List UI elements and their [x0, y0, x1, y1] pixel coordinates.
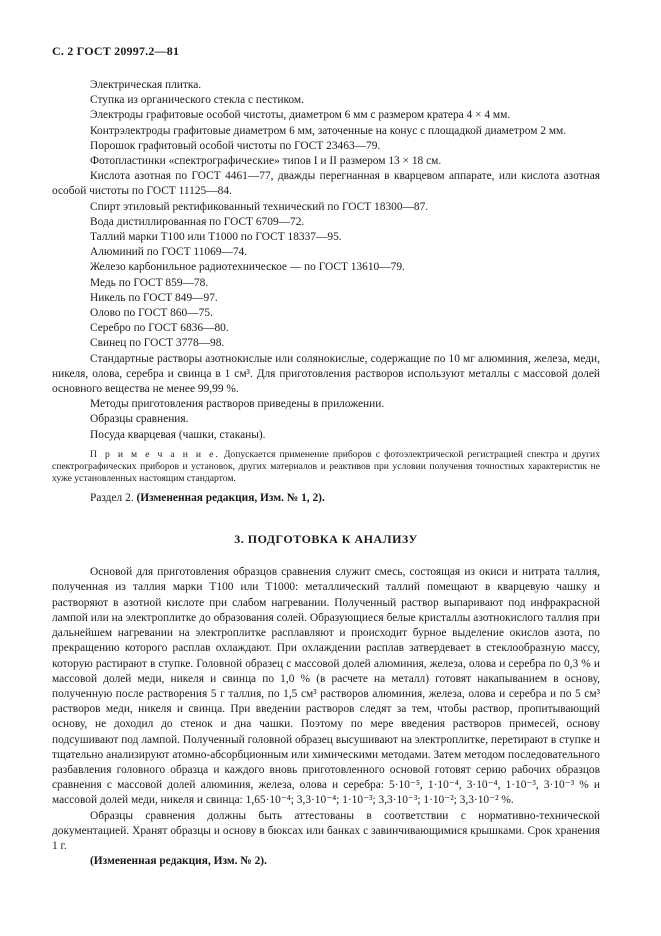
page-header: С. 2 ГОСТ 20997.2—81 — [52, 44, 180, 58]
section-2-reference — [90, 491, 600, 506]
list-item: Кислота азотная по ГОСТ 4461—77, дважды перегнанная в кварцевом аппарате, или кислота азотная особой чистоты по ГОСТ 11125—84. — [52, 170, 600, 198]
list-item: Алюминий по ГОСТ 11069—74. — [90, 246, 248, 259]
list-item: Серебро по ГОСТ 6836—80. — [90, 322, 229, 335]
materials-list — [52, 78, 600, 443]
document-body — [52, 78, 600, 869]
section-3-title: 3. ПОДГОТОВКА К АНАЛИЗУ — [234, 532, 418, 547]
list-item: Контрэлектроды графитовые диаметром 6 мм, заточенные на конус с площадкой диаметром 2 мм. — [90, 124, 567, 137]
section-3-paragraph-1: Основой для приготовления образцов сравнения служит смесь, состоящая из окиси и нитрата таллия, полученная из таллия марки Т100 или Т1000: металлический таллий помещают в кварцевую чашку и растворяют в азотной кислоте при слабом нагревании. Полученный раствор выпаривают под инфракрасной лампой или на электроплитке до образования солей. Образующиеся белые кристаллы азотнокислого таллия при дальнейшем нагревании на электроплитке расплавляют и происходит бурное выделение окислов азота, по прекращению которого расплав охлаждают. При охлаждении расплав затвердевает в стеклообразную массу, которую растирают в ступке. Головной образец с массовой долей алюминия, железа, олова и серебра по 0,3 % и массовой долей меди, никеля и свинца по 1,0 % (в расчете на металл) готовят накапыванием в основу, полученную после растворения 5 г таллия, по 1,5 см³ растворов алюминия, железа, олова и серебра и по 5 см³ растворов меди, никеля и свинца. При введении растворов следят за тем, чтобы раствор, пропитывающий основу, не доходил до стенок и дна чашки. Поэтому по мере введения растворов примесей, основу подсушивают под лампой. Полученный головной образец высушивают на электроплитке, перетирают в ступке и тщательно анализируют атомно-абсорбционным или химическими методами. Затем методом последовательного разбавления головного образца и каждого вновь приготовленного основой готовят серию рабочих образцов сравнения с массовой долей алюминия, железа, олова и серебра: 5·10⁻⁵, 1·10⁻⁴, 3·10⁻⁴, 1·10⁻³, 3·10⁻³ % и массовой долей меди, никеля и свинца: 1,65·10⁻⁴; 3,3·10⁻⁴; 1·10⁻³; 3,3·10⁻³; 1·10⁻²; 3,3·10⁻² %. — [52, 566, 600, 807]
list-item: Стандартные растворы азотнокислые или солянокислые, содержащие по 10 мг алюминия, железа, меди, никеля, олова, серебра и свинца в 1 см³. Для приготовления растворов используют металлы с массовой долей основного вещества не менее 99,99 %. — [52, 352, 600, 396]
list-item: Свинец по ГОСТ 3778—98. — [90, 337, 225, 350]
list-item: Фотопластинки «спектрографические» типов I и II размером 13 × 18 см. — [90, 155, 442, 168]
list-item: Методы приготовления растворов приведены в приложении. — [90, 398, 385, 411]
section-3-paragraph-2: Образцы сравнения должны быть аттестованы в соответствии с нормативно-технической документацией. Хранят образцы и основу в бюксах или банках с завинчивающимися крышками. Срок хранения 1 г. — [52, 809, 600, 852]
section-ref-prefix: Раздел 2. — [90, 491, 137, 504]
list-item: Посуда кварцевая (чашки, стаканы). — [90, 428, 266, 441]
note-prefix: П р и м е ч а н и е. — [90, 448, 220, 460]
list-item: Вода дистиллированная по ГОСТ 6709—72. — [90, 215, 305, 228]
list-item: Электроды графитовые особой чистоты, диаметром 6 мм с размером кратера 4 × 4 мм. — [90, 109, 511, 122]
list-item: Олово по ГОСТ 860—75. — [90, 307, 213, 320]
list-item: Порошок графитовый особой чистоты по ГОСТ 23463—79. — [90, 139, 381, 152]
section-ref-amendment: (Измененная редакция, Изм. № 1, 2). — [136, 491, 325, 504]
list-item: Образцы сравнения. — [90, 413, 189, 426]
list-item: Спирт этиловый ректификованный технический по ГОСТ 18300—87. — [90, 200, 429, 213]
list-item: Таллий марки Т100 или Т1000 по ГОСТ 18337—95. — [90, 231, 342, 244]
note-text: Допускается применение приборов с фотоэлектрической регистрацией спектра и других спектрографических приборов и установок, других материалов и реактивов при условии получения точностных характеристик не хуже установленных настоящим стандартом. — [52, 448, 600, 484]
note — [52, 449, 600, 485]
list-item: Медь по ГОСТ 859—78. — [90, 276, 209, 289]
list-item: Никель по ГОСТ 849—97. — [90, 291, 218, 304]
section-3-amendment: (Измененная редакция, Изм. № 2). — [90, 855, 267, 868]
list-item: Ступка из органического стекла с пестиком. — [90, 94, 304, 107]
list-item: Электрическая плитка. — [90, 79, 202, 91]
list-item: Железо карбонильное радиотехническое — по ГОСТ 13610—79. — [90, 261, 405, 274]
